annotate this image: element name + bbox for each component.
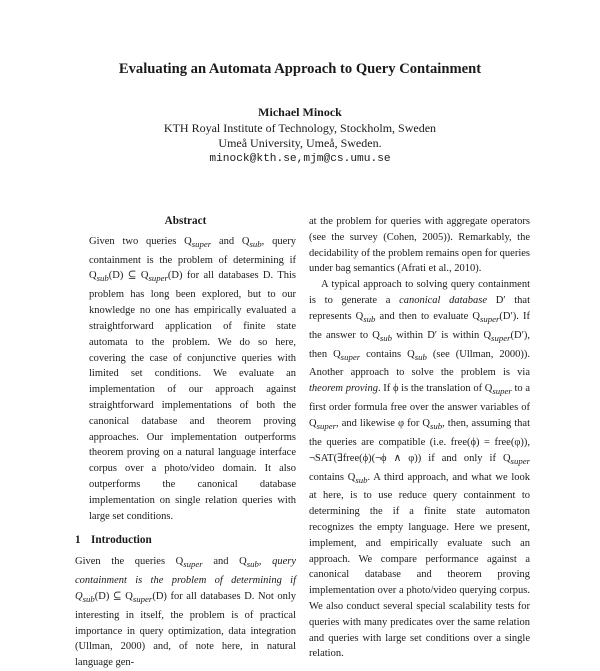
intro-paragraph: Given the queries $Q_{super}$ and $Q_{sub}$, query containment is the problem of determining if $Q_{sub}(D)$ ⊆ $Q_{super}(D)$ for all databases D. Not only interesting in itself, the problem is of practical importance in query optimization, data integration (Ullman, 2000) and, of note here, in natural language gen- — [75, 556, 296, 669]
left-column — [75, 214, 296, 671]
author-email: minock@kth.se,mjm@cs.umu.se — [209, 152, 391, 165]
right-paragraph-1: at the problem for queries with aggregate operators (see the survey (Cohen, 2005)). Remarkably, the decidability of the problem remains open for queries under bag semantics (Afrati et al., 2010). — [309, 216, 530, 275]
author-block — [0, 105, 600, 167]
paper-title: Evaluating an Automata Approach to Query Containment — [118, 61, 482, 77]
abstract-heading: Abstract — [164, 215, 207, 227]
intro-heading: 1 Introduction — [75, 534, 152, 547]
right-column — [309, 214, 530, 662]
right-body — [309, 214, 530, 662]
right-paragraph-2: A typical approach to solving query containment is to generate a canonical database D′ that represents $Q_{sub}$ and then to evaluate $Q_{super}(D')$. If the answer to $Q_{sub}$ within D′ is within $Q_{super}(D')$, then $Q_{super}$ contains $Q_{sub}$ (see (Ullman, 2000)). Another approach to solve the problem is via theorem proving. If ϕ is the translation of $Q_{super}$ to a first order formula free over the answer variables of $Q_{super}$, and likewise φ for $Q_{sub}$, then, assuming that the queries are compatible (i.e. free(ϕ) = free(φ)), ¬SAT(∃free(ϕ)(¬ϕ ∧ φ)) if and only if $Q_{super}$ contains $Q_{sub}$. A third approach, and what we look at here, is to use reduce query containment to determining the if a finite state automaton recognizes the empty language. Here we present, implement, and empirically evaluate such an approach. We compare performance against a canonical database and theorem proving implementation over a photo/video querying corpus. We also conduct several special scalability tests for queries with many predicates over the same relation and queries with large set conditions over a single relation. — [309, 279, 531, 660]
abstract-text: Given two queries $Q_{super}$ and $Q_{sub}$, query containment is the problem of determining if $Q_{sub}(D)$ ⊆ $Q_{super}(D)$ for all databases D. This problem has long been explored, but to our knowledge no one has empirically evaluated a straightforward application of finite state automata to the problem. We do so here, covering the case of conjunctive queries with limited set conditions. We evaluate an implementation of our approach against straightforward implementations of both the canonical database and theorem proving approaches. Our implementation outperforms theorem proving on a natural language interface corpus over a photo/video domain. It also outperforms the canonical database implementation on single relation queries with large set conditions. — [89, 235, 296, 522]
abstract-body — [75, 234, 296, 525]
affiliation-kth: KTH Royal Institute of Technology, Stockholm, Sweden — [163, 120, 437, 135]
affiliation-umea: Umeå University, Umeå, Sweden. — [218, 136, 382, 150]
author-name: Michael Minock — [258, 105, 342, 119]
intro-body — [75, 554, 296, 671]
